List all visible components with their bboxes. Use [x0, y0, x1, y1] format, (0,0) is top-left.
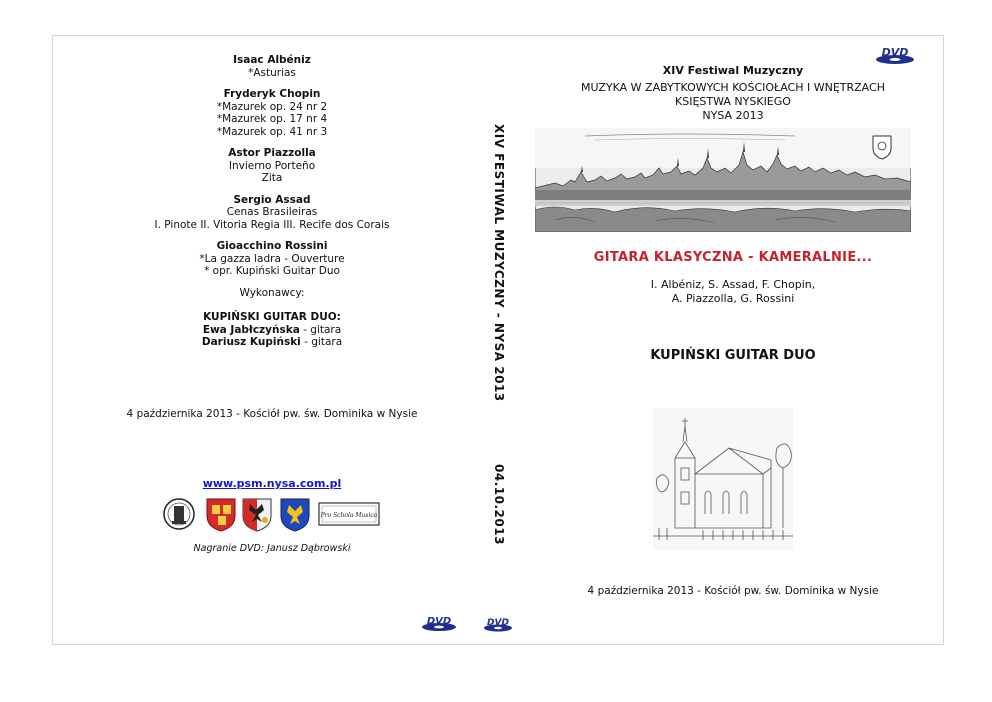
svg-text:DVD: DVD [426, 616, 452, 627]
spine-title: XIV FESTIWAL MUZYCZNY - NYSA 2013 [492, 124, 506, 402]
coat-of-arms-red-icon [207, 499, 235, 531]
performers-block [53, 311, 491, 349]
performer-role: - gitara [300, 336, 343, 348]
coat-of-arms-blue-icon [281, 499, 309, 531]
composer-name: Sergio Assad [233, 193, 311, 206]
composers-line: I. Albéniz, S. Assad, F. Chopin, [650, 278, 816, 291]
work-title: Invierno Porteño [228, 159, 316, 172]
composer-name: Isaac Albéniz [233, 54, 311, 66]
nysa-panorama-engraving [535, 128, 911, 232]
composers-line: A. Piazzolla, G. Rossini [671, 292, 795, 305]
festival-subtitle-line: MUZYKA W ZABYTKOWYCH KOŚCIOŁACH I WNĘTRZACH [581, 81, 885, 94]
svg-text:DVD: DVD [881, 46, 909, 59]
work-title: *Asturias [248, 66, 296, 79]
performers-label: Wykonawcy: [239, 286, 305, 299]
pro-schola-musica-plaque [319, 503, 379, 525]
work-title: *La gazza ladra - Ouverture [199, 252, 345, 265]
performer-name: Dariusz Kupiński [201, 336, 301, 348]
ensemble-title: KUPIŃSKI GUITAR DUO [650, 348, 816, 363]
coat-of-arms-eagle-icon [243, 499, 271, 531]
recording-credit: Nagranie DVD: Janusz Dąbrowski [193, 543, 351, 554]
work-title: Cenas Brasileiras [226, 206, 318, 218]
work-title: I. Pinote II. Vitoria Regia III. Recife dos Corais [154, 218, 390, 231]
dvd-logo-icon [421, 614, 457, 632]
ensemble-name: KUPIŃSKI GUITAR DUO: [203, 311, 341, 323]
performer-line [53, 336, 491, 349]
program-item [53, 240, 491, 278]
church-drawing [653, 408, 793, 550]
dvd-logo-icon [875, 45, 915, 65]
festival-header [523, 64, 943, 123]
festival-edition: NYSA 2013 [702, 109, 764, 122]
spine-dvd-logo-icon [483, 616, 513, 632]
festival-subtitle-line: KSIĘSTWA NYSKIEGO [675, 95, 791, 108]
composer-name: Fryderyk Chopin [223, 88, 321, 100]
composers-list [523, 266, 943, 306]
work-title: * opr. Kupiński Guitar Duo [204, 265, 340, 277]
sponsor-logos [163, 496, 383, 532]
work-title: *Mazurek op. 17 nr 4 [216, 113, 328, 125]
composer-name: Astor Piazzolla [228, 147, 316, 159]
program-item [53, 147, 491, 185]
back-cover [53, 36, 491, 644]
front-cover [523, 36, 943, 644]
website-link[interactable]: www.psm.nysa.com.pl [202, 477, 342, 490]
performer-name: Ewa Jabłczyńska [202, 323, 300, 336]
work-title: *Mazurek op. 24 nr 2 [216, 100, 328, 113]
performer-role: - gitara [299, 323, 342, 336]
spine [483, 124, 517, 644]
concert-title: GITARA KLASYCZNA - KAMERALNIE... [593, 250, 873, 265]
program-item [53, 54, 491, 79]
performer-line [53, 324, 491, 337]
dvd-cover [52, 35, 944, 645]
concert-date-place: 4 października 2013 - Kościół pw. św. Dominika w Nysie [587, 585, 879, 597]
concert-date-place: 4 października 2013 - Kościół pw. św. Dominika w Nysie [126, 408, 418, 420]
festival-title: XIV Festiwal Muzyczny [662, 64, 804, 77]
program-list [53, 54, 491, 349]
work-title: *Mazurek op. 41 nr 3 [216, 125, 328, 138]
program-item [53, 88, 491, 138]
spine-date: 04.10.2013 [492, 464, 506, 545]
svg-text:DVD: DVD [487, 618, 509, 628]
plaque-text: Pro Schola Musica [320, 512, 378, 519]
program-item [53, 194, 491, 232]
work-title: Zita [261, 172, 283, 184]
school-emblem-icon [164, 499, 194, 529]
composer-name: Gioacchino Rossini [216, 240, 328, 252]
